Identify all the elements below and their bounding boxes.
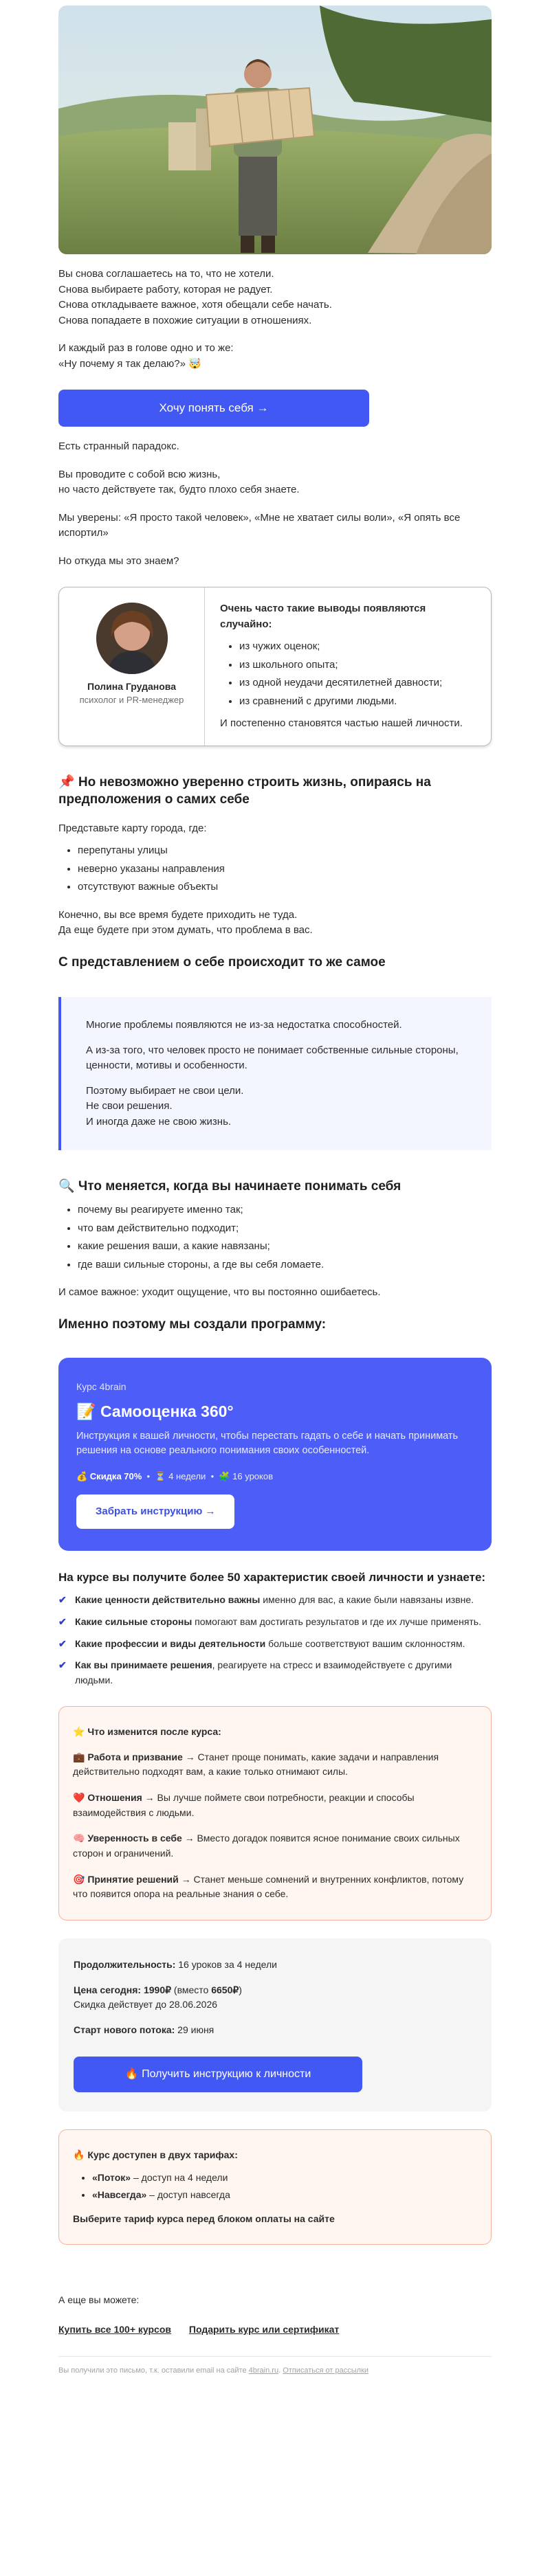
list-item: • неверно указаны направления bbox=[78, 862, 492, 877]
after-bold: 🧠 Уверенность в себе bbox=[73, 1833, 182, 1844]
question-text: Но откуда мы это знаем? bbox=[58, 555, 179, 567]
list-item: • что вам действительно подходит; bbox=[78, 1221, 492, 1237]
price-line bbox=[74, 1983, 476, 1997]
footer-text: Вы получили это письмо, т.к. оставили email на сайте bbox=[58, 2366, 249, 2375]
get-instruction-button[interactable]: Забрать инструкцию → bbox=[76, 1494, 234, 1530]
tariff-name: «Навсегда» bbox=[92, 2189, 147, 2201]
start-label: Старт нового потока: bbox=[74, 2024, 175, 2036]
paradox-lines bbox=[58, 467, 492, 498]
duration-label: Продолжительность: bbox=[74, 1959, 176, 1971]
intro-line: «Ну почему я так делаю?» 🤯 bbox=[58, 357, 201, 370]
checkmark-icon: ✔ bbox=[58, 1594, 67, 1606]
tariffs-footer: Выберите тариф курса перед блоком оплаты на сайте bbox=[73, 2213, 335, 2225]
list-item: • где ваши сильные стороны, а где вы себя ломаете. bbox=[78, 1257, 492, 1273]
feature-bold: Какие ценности действительно важны bbox=[75, 1594, 261, 1606]
feature-bold: Какие профессии и виды деятельности bbox=[75, 1637, 266, 1649]
after-text: → Вы лучше поймете свои потребности, реакции и способы взаимодействия с людьми. bbox=[73, 1791, 415, 1818]
after-text: → Вместо догадок появится ясное понимание своих сильных сторон и ограничений. bbox=[73, 1833, 460, 1859]
quote-text: А из-за того, что человек просто не понимает собственные сильные стороны, ценности, мотивы и особенности. bbox=[86, 1044, 459, 1072]
intro-lines-1 bbox=[58, 267, 492, 328]
after-text: → Станет меньше сомнений и внутренних конфликтов, потому что появится опора на реальные знания о себе. bbox=[73, 1873, 464, 1900]
quote-text: Многие проблемы появляются не из-за недостатка способностей. bbox=[86, 1019, 402, 1031]
intro-line: Вы снова соглашаетесь на то, что не хотели. bbox=[58, 268, 274, 280]
features-heading: На курсе вы получите более 50 характеристик своей личности и узнаете: bbox=[58, 1571, 486, 1584]
program-heading: Именно поэтому мы создали программу: bbox=[58, 1317, 327, 1332]
sources-list bbox=[220, 639, 476, 709]
after-heading: ⭐ Что изменится после курса: bbox=[73, 1725, 221, 1737]
after-bold: 💼 Работа и призвание bbox=[73, 1751, 183, 1762]
list-item: • из чужих оценок; bbox=[239, 639, 476, 655]
intro-line: Снова выбираете работу, которая не радует. bbox=[58, 283, 273, 295]
duration-value: 16 уроков за 4 недели bbox=[175, 1959, 277, 1971]
course-kicker: Курс 4brain bbox=[76, 1381, 126, 1393]
lessons-badge: 🧩 16 уроков bbox=[219, 1471, 273, 1482]
understand-self-button[interactable]: Хочу понять себя → bbox=[58, 390, 369, 427]
feature-text: больше соответствуют вашим склонностям. bbox=[265, 1637, 465, 1649]
duration-line bbox=[74, 1958, 476, 1972]
intro-line: Снова попадаете в похожие ситуации в отношениях. bbox=[58, 314, 312, 326]
start-line bbox=[74, 2023, 476, 2037]
tariff-name: «Поток» bbox=[92, 2172, 131, 2184]
get-personality-instruction-button[interactable]: 🔥 Получить инструкцию к личности bbox=[74, 2057, 362, 2092]
list-item: • отсутствуют важные объекты bbox=[78, 880, 492, 895]
changes-outro: И самое важное: уходит ощущение, что вы постоянно ошибаетесь. bbox=[58, 1286, 381, 1299]
price-suffix: ) bbox=[239, 1984, 242, 1996]
site-link[interactable]: 4brain.ru bbox=[248, 2366, 279, 2375]
paradox-line: Вы проводите с собой всю жизнь, bbox=[58, 468, 221, 480]
start-value: 29 июня bbox=[175, 2024, 214, 2036]
feature-text: , реагируете на стресс и взаимодействуете с другими людьми. bbox=[75, 1659, 452, 1685]
intro-lines-2 bbox=[58, 341, 492, 372]
self-heading: С представлением о себе происходит то же самое bbox=[58, 954, 386, 970]
footer-separator: . bbox=[278, 2366, 283, 2375]
map-heading: 📌 Но невозможно уверенно строить жизнь, опираясь на предположения о самих себе bbox=[58, 774, 431, 807]
after-item bbox=[73, 1791, 477, 1820]
checkmark-icon: ✔ bbox=[58, 1659, 67, 1671]
quote-box bbox=[58, 997, 492, 1150]
price-prefix: (вместо bbox=[171, 1984, 212, 1996]
course-card bbox=[58, 1358, 492, 1551]
map-outro-line: Да еще будете при этом думать, что проблема в вас. bbox=[58, 924, 313, 937]
map-outro bbox=[58, 908, 492, 939]
course-meta bbox=[76, 1470, 474, 1483]
after-text: → Станет проще понимать, какие задачи и направления действительно подходят вам, а какие только отнимают силы. bbox=[73, 1751, 439, 1778]
price-label: Цена сегодня: 1990₽ bbox=[74, 1984, 172, 1996]
unsubscribe-link[interactable]: Отписаться от рассылки bbox=[283, 2366, 369, 2375]
course-info-box bbox=[58, 1938, 492, 2112]
after-item bbox=[73, 1872, 477, 1902]
list-item: • почему вы реагируете именно так; bbox=[78, 1202, 492, 1218]
author-text bbox=[205, 587, 491, 746]
tariffs-heading: 🔥 Курс доступен в двух тарифах: bbox=[73, 2149, 238, 2161]
duration-badge: ⏳ 4 недели bbox=[155, 1471, 206, 1482]
map-outro-line: Конечно, вы все время будете приходить не туда. bbox=[58, 908, 298, 921]
tariff-desc: – доступ навсегда bbox=[146, 2189, 230, 2201]
author-role: психолог и PR-менеджер bbox=[79, 695, 184, 705]
more-label: А еще вы можете: bbox=[58, 2294, 140, 2306]
after-item bbox=[73, 1831, 477, 1861]
gift-course-link[interactable]: Подарить курс или сертификат bbox=[188, 2324, 340, 2336]
paradox-text: Есть странный парадокс. bbox=[58, 440, 179, 452]
changes-heading: 🔍 Что меняется, когда вы начинаете понимать себя bbox=[58, 1179, 402, 1194]
buy-all-courses-link[interactable]: Купить все 100+ курсов bbox=[58, 2324, 171, 2336]
author-heading: Очень часто такие выводы появляются случайно: bbox=[220, 603, 426, 630]
discount-badge: 💰 Скидка 70% bbox=[76, 1471, 142, 1482]
intro-line: Снова откладываете важное, хотя обещали себе начать. bbox=[58, 299, 332, 311]
features-list bbox=[58, 1593, 492, 1688]
after-bold: 🎯 Принятие решений bbox=[73, 1873, 179, 1885]
list-item: • из школьного опыта; bbox=[239, 658, 476, 673]
map-intro: Представьте карту города, где: bbox=[58, 822, 207, 834]
tariff-item bbox=[92, 2188, 477, 2202]
tariff-desc: – доступ на 4 недели bbox=[131, 2172, 228, 2184]
author-footer: И постепенно становятся частью нашей личности. bbox=[220, 717, 463, 729]
feature-text: помогают вам достигать результатов и где их лучше применять. bbox=[192, 1615, 481, 1627]
author-profile bbox=[59, 587, 205, 746]
list-item: • из одной неудачи десятилетней давности; bbox=[239, 675, 476, 691]
quote-lines bbox=[86, 1084, 467, 1130]
more-links bbox=[58, 2322, 492, 2337]
after-course-box bbox=[58, 1706, 492, 1921]
author-name: Полина Груданова bbox=[87, 681, 176, 692]
feature-item bbox=[58, 1615, 492, 1630]
footer bbox=[58, 2356, 492, 2390]
course-description: Инструкция к вашей личности, чтобы перестать гадать о себе и начать принимать решения на основе реального понимания своих особенностей. bbox=[76, 1430, 459, 1457]
quote-line: Не свои решения. bbox=[86, 1100, 173, 1112]
hero-image bbox=[58, 5, 492, 254]
separator: • bbox=[208, 1471, 219, 1482]
map-list bbox=[58, 843, 492, 895]
avatar bbox=[96, 603, 168, 674]
tariffs-box bbox=[58, 2129, 492, 2245]
quote-line: Поэтому выбирает не свои цели. bbox=[86, 1084, 244, 1097]
checkmark-icon: ✔ bbox=[58, 1637, 67, 1649]
tariff-item bbox=[92, 2171, 477, 2185]
list-item: • какие решения ваши, а какие навязаны; bbox=[78, 1239, 492, 1255]
feature-text: именно для вас, а какие были навязаны извне. bbox=[260, 1594, 474, 1606]
course-title: 📝 Самооценка 360° bbox=[76, 1402, 234, 1421]
list-item: • перепутаны улицы bbox=[78, 843, 492, 859]
old-price: 6650₽ bbox=[211, 1984, 239, 1996]
paradox-line: но часто действуете так, будто плохо себя знаете. bbox=[58, 484, 300, 495]
separator: • bbox=[144, 1471, 155, 1482]
feature-bold: Как вы принимаете решения bbox=[75, 1659, 212, 1671]
feature-bold: Какие сильные стороны bbox=[75, 1615, 192, 1627]
checkmark-icon: ✔ bbox=[58, 1615, 67, 1627]
changes-list bbox=[58, 1202, 492, 1273]
intro-line: И каждый раз в голове одно и то же: bbox=[58, 342, 234, 354]
feature-item bbox=[58, 1637, 492, 1652]
quote-line: И иногда даже не свою жизнь. bbox=[86, 1115, 232, 1128]
after-bold: ❤️ Отношения bbox=[73, 1791, 142, 1803]
after-item bbox=[73, 1750, 477, 1780]
feature-item bbox=[58, 1593, 492, 1608]
email-body bbox=[58, 0, 492, 2390]
tariffs-list bbox=[73, 2171, 477, 2202]
feature-item bbox=[58, 1658, 492, 1688]
author-card bbox=[58, 587, 492, 746]
discount-deadline: Скидка действует до 28.06.2026 bbox=[74, 1999, 218, 2011]
list-item: • из сравнений с другими людьми. bbox=[239, 694, 476, 710]
beliefs-text: Мы уверены: «Я просто такой человек», «Мне не хватает силы воли», «Я опять все испортил» bbox=[58, 511, 461, 539]
